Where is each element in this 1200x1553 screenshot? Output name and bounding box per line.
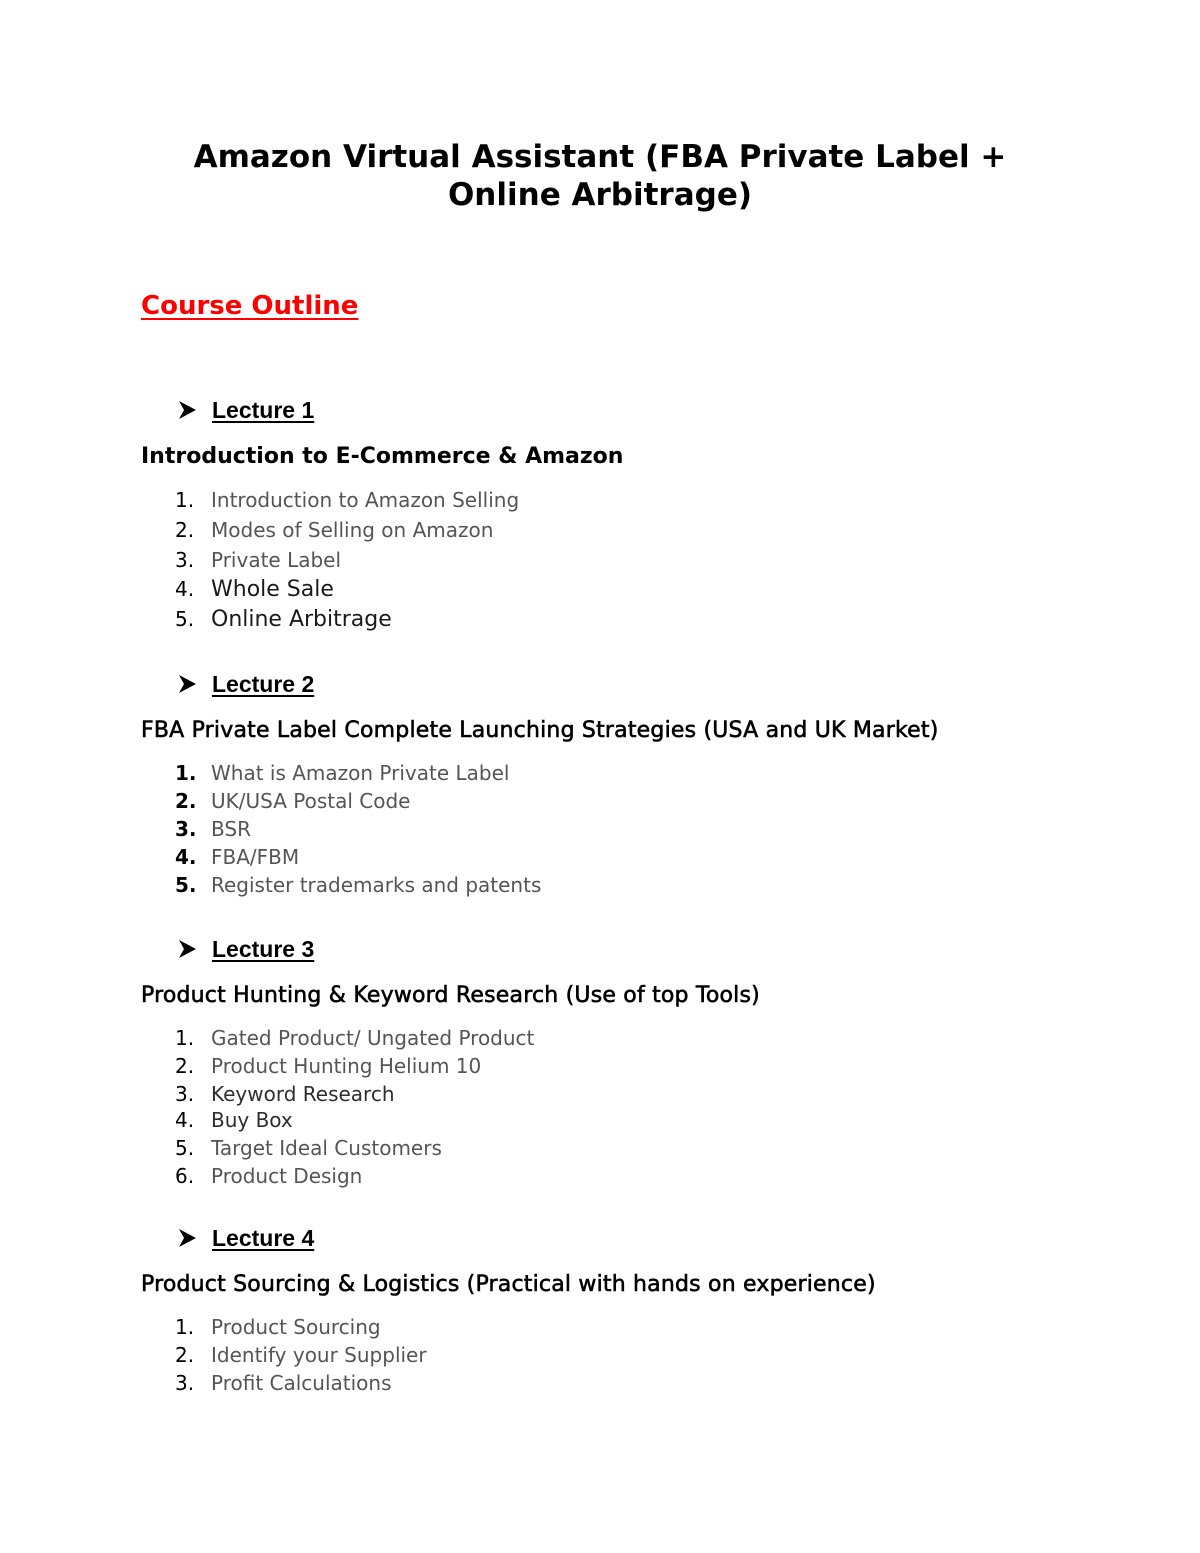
document-title-line-2: Online Arbitrage): [447, 177, 753, 213]
lecture-4-heading: [176, 1223, 314, 1253]
lecture-1-label: Lecture 1: [212, 396, 315, 423]
list-item-number: 5.: [175, 607, 195, 631]
arrowhead-bullet-icon: [176, 399, 198, 421]
lecture-4-title: Product Sourcing & Logistics (Practical with hands on experience): [141, 1272, 876, 1297]
list-item-text: What is Amazon Private Label: [211, 761, 510, 785]
list-item-text: Gated Product/ Ungated Product: [211, 1026, 535, 1050]
list-item-text: Product Hunting Helium 10: [211, 1054, 482, 1078]
list-item-text: Modes of Selling on Amazon: [211, 518, 494, 542]
list-item: [175, 1054, 534, 1082]
list-item-text: BSR: [211, 817, 251, 841]
list-item: [175, 1136, 534, 1164]
lecture-3-heading: [176, 934, 314, 964]
lecture-3-label: Lecture 3: [212, 935, 315, 962]
list-item: [175, 845, 541, 873]
list-item-text: Product Sourcing: [211, 1315, 381, 1339]
list-item-number: 5.: [175, 873, 197, 897]
course-outline-heading: Course Outline: [141, 291, 359, 321]
list-item-text: Whole Sale: [211, 577, 334, 602]
list-item-text: Identify your Supplier: [211, 1343, 427, 1367]
lecture-3-title: Product Hunting & Keyword Research (Use of top Tools): [141, 983, 760, 1008]
list-item-text: Keyword Research: [211, 1082, 395, 1106]
list-item-number: 1.: [175, 761, 197, 785]
arrowhead-bullet-icon: [176, 938, 198, 960]
lecture-2-heading: [176, 669, 314, 699]
lecture-4-topic-list: [175, 1315, 427, 1399]
list-item: [175, 518, 519, 548]
list-item-number: 6.: [175, 1164, 195, 1188]
lecture-1-topic-list: [175, 488, 519, 637]
list-item: [175, 817, 541, 845]
lecture-2-title: FBA Private Label Complete Launching Strategies (USA and UK Market): [141, 718, 939, 743]
list-item-text: FBA/FBM: [211, 845, 300, 869]
list-item-text: Profit Calculations: [211, 1371, 392, 1395]
list-item-number: 3.: [175, 1371, 195, 1395]
list-item: [175, 607, 519, 637]
list-item: [175, 1371, 427, 1399]
list-item-text: Private Label: [211, 548, 342, 572]
lecture-2-label: Lecture 2: [212, 670, 315, 697]
lecture-1-heading: [176, 395, 314, 425]
list-item-number: 2.: [175, 1343, 195, 1367]
list-item: [175, 1108, 534, 1136]
arrowhead-bullet-icon: [176, 1227, 198, 1249]
document-title: [0, 138, 1200, 214]
list-item: [175, 1315, 427, 1343]
list-item-number: 5.: [175, 1136, 195, 1160]
list-item: [175, 1082, 534, 1108]
list-item-text: Online Arbitrage: [211, 607, 392, 632]
list-item-number: 2.: [175, 1054, 195, 1078]
list-item: [175, 761, 541, 789]
list-item-number: 2.: [175, 518, 195, 542]
list-item-number: 1.: [175, 1026, 195, 1050]
list-item-number: 3.: [175, 817, 197, 841]
list-item: [175, 1164, 534, 1192]
list-item-text: Buy Box: [211, 1108, 293, 1132]
list-item: [175, 577, 519, 607]
list-item-number: 2.: [175, 789, 197, 813]
lecture-2-topic-list: [175, 761, 541, 901]
list-item-text: Target Ideal Customers: [211, 1136, 442, 1160]
list-item-number: 4.: [175, 577, 195, 601]
list-item-number: 1.: [175, 488, 195, 512]
list-item-number: 3.: [175, 1082, 195, 1106]
list-item: [175, 873, 541, 901]
list-item-text: Register trademarks and patents: [211, 873, 542, 897]
lecture-1-title: Introduction to E-Commerce & Amazon: [141, 444, 624, 469]
lecture-4-label: Lecture 4: [212, 1224, 315, 1251]
list-item-number: 4.: [175, 845, 197, 869]
list-item: [175, 1343, 427, 1371]
list-item: [175, 488, 519, 518]
list-item: [175, 548, 519, 577]
list-item: [175, 1026, 534, 1054]
list-item: [175, 789, 541, 817]
list-item-number: 3.: [175, 548, 195, 572]
lecture-3-topic-list: [175, 1026, 534, 1192]
list-item-number: 4.: [175, 1108, 195, 1132]
list-item-text: UK/USA Postal Code: [211, 789, 411, 813]
list-item-text: Introduction to Amazon Selling: [211, 488, 520, 512]
list-item-text: Product Design: [211, 1164, 363, 1188]
list-item-number: 1.: [175, 1315, 195, 1339]
arrowhead-bullet-icon: [176, 673, 198, 695]
document-title-line-1: Amazon Virtual Assistant (FBA Private Label +: [193, 139, 1007, 175]
